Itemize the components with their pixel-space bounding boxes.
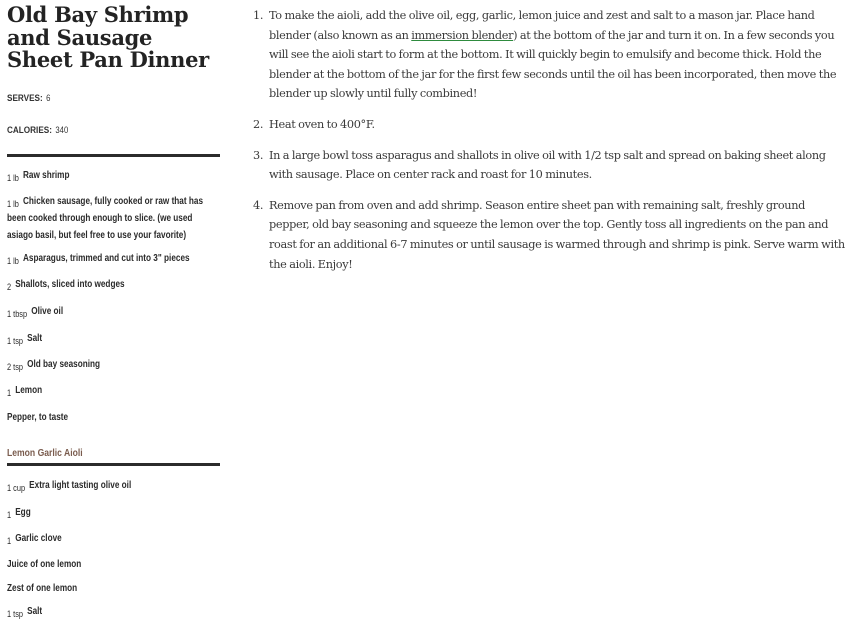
instructions-list: [253, 6, 847, 285]
serves-label: SERVES:: [7, 93, 43, 104]
ingredient-item: Juice of one lemon: [7, 559, 82, 570]
aioli-section-title: Lemon Garlic Aioli: [7, 448, 83, 459]
ingredient-item: 1 lb Asparagus, trimmed and cut into 3" pieces: [7, 253, 190, 266]
ingredient-item: 1 tsp Salt: [7, 606, 43, 619]
instruction-step: 3. In a large bowl toss asparagus and shallots in olive oil with 1/2 tsp salt and spread on baking sheet along with sausage. Place on center rack and roast for 10 minutes.: [253, 148, 826, 182]
divider: [7, 154, 220, 157]
calories-label: CALORIES:: [7, 125, 52, 136]
serves-value: 6: [46, 93, 51, 103]
ingredient-item: 1 lb Raw shrimp: [7, 170, 70, 183]
instruction-step: 2. Heat oven to 400°F.: [253, 117, 375, 131]
recipe-title: Old Bay Shrimp and Sausage Sheet Pan Dinner: [7, 2, 209, 72]
recipe-sidebar: [7, 0, 221, 619]
ingredient-item: 2 tsp Old bay seasoning: [7, 359, 101, 372]
divider: [7, 463, 220, 466]
instruction-step: 4. Remove pan from oven and add shrimp. Season entire sheet pan with remaining salt, freshly ground pepper, old bay seasoning and squeeze the lemon over the top. Gently toss all ingredients on the pan and roast for an additional 6-7 minutes or until sausage is warmed through and shrimp is pink. Serve warm with the aioli. Enjoy!: [253, 198, 845, 271]
ingredient-item: 1 tbsp Olive oil: [7, 306, 64, 319]
ingredient-item: 1 tsp Salt: [7, 333, 43, 346]
calories-value: 340: [55, 125, 69, 135]
ingredient-item: 1 Garlic clove: [7, 533, 62, 546]
calories-info: [7, 125, 68, 136]
ingredient-item: 2 Shallots, sliced into wedges: [7, 279, 125, 292]
ingredient-item: Pepper, to taste: [7, 412, 69, 423]
serves-info: [7, 93, 50, 104]
ingredient-item: 1 Lemon: [7, 385, 43, 398]
ingredient-item: 1 cup Extra light tasting olive oil: [7, 480, 132, 493]
instruction-step: 1. To make the aioli, add the olive oil, egg, garlic, lemon juice and zest and salt to a mason jar. Place hand blender (also known as an immersion blender) at the bottom of the jar and turn it on. In a few seconds you will see the aioli start to form at the bottom. It will quickly begin to emulsify and become thick. Hold the blender at the bottom of the jar for the first few seconds until the oil has been incorporated, then move the blender up slowly until fully combined!: [253, 9, 837, 101]
ingredient-item: 1 Egg: [7, 507, 31, 520]
ingredient-item: 1 lb Chicken sausage, fully cooked or raw that has been cooked through enough to slice. (we used asiago basil, but feel free to use your favorite): [7, 196, 204, 241]
immersion-blender-link[interactable]: immersion blender: [411, 28, 514, 42]
ingredient-item: Zest of one lemon: [7, 583, 78, 594]
